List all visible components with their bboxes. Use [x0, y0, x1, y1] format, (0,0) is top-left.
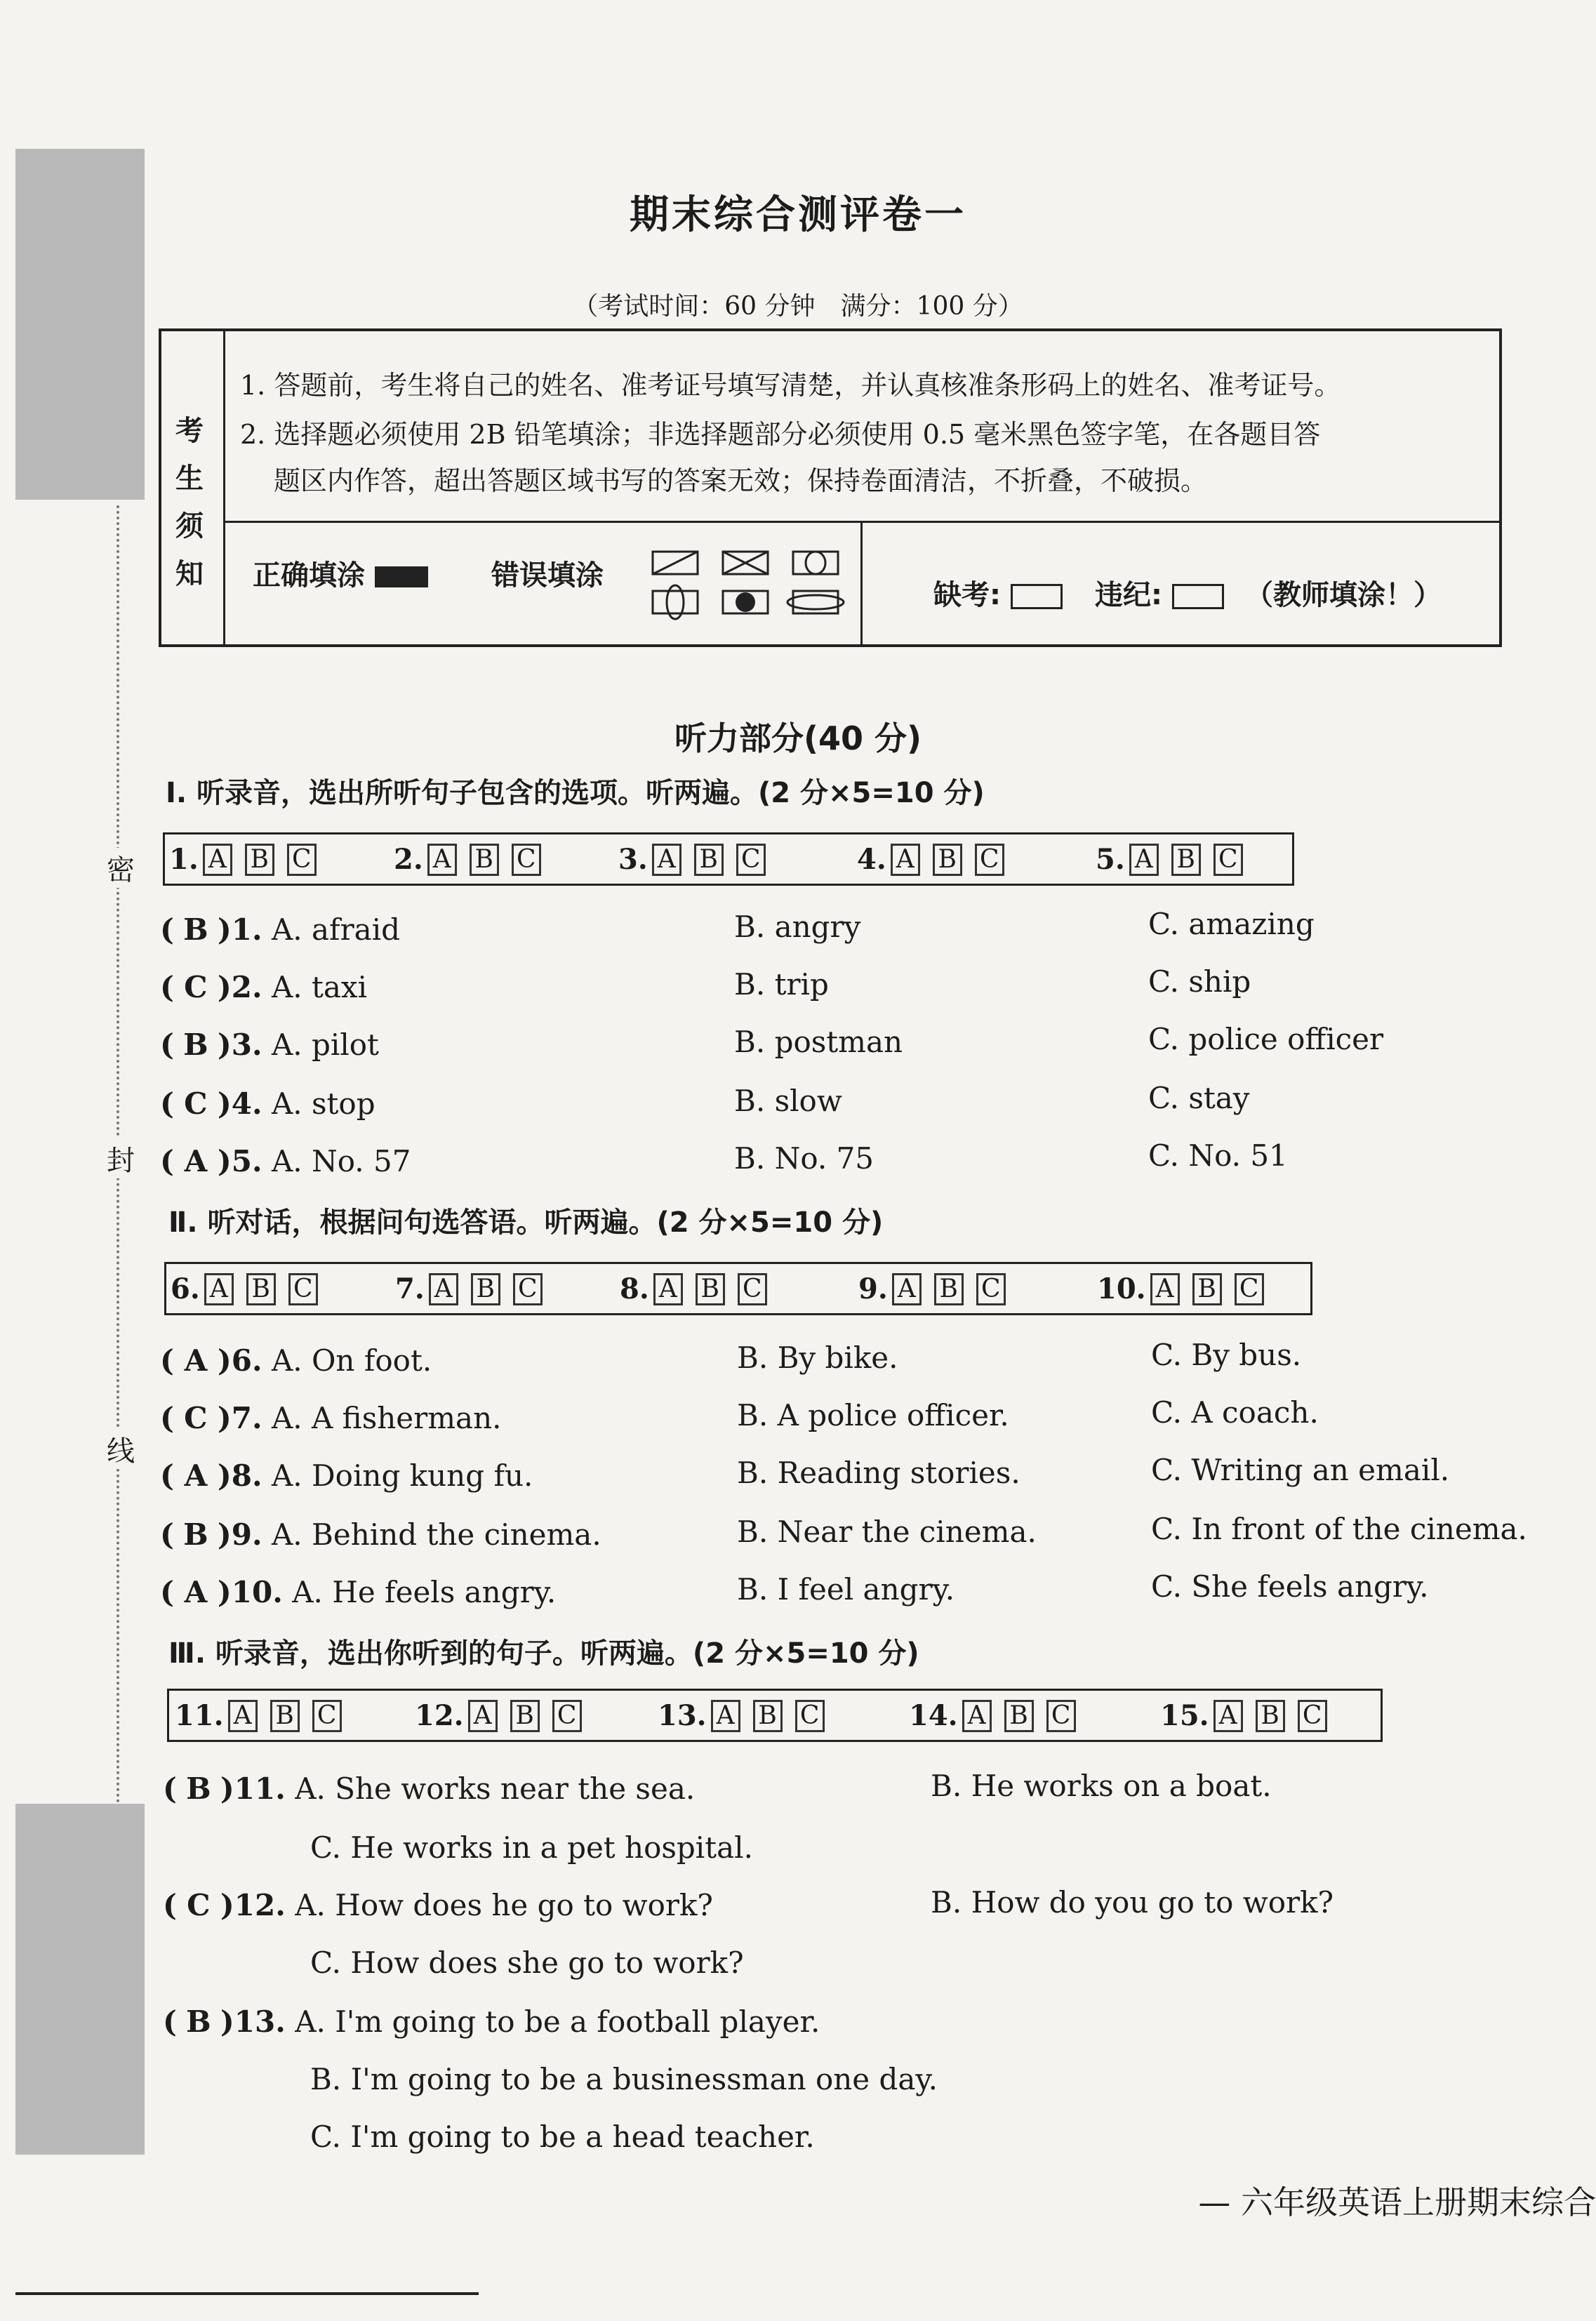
option-b: B. I'm going to be a businessman one day. [310, 2062, 938, 2096]
filled-mark-icon [375, 566, 428, 587]
violation-text: 违纪: [1095, 579, 1162, 611]
bubble-c[interactable]: C [1235, 1273, 1264, 1305]
question-3: ( B )3. A. pilot [160, 1028, 379, 1062]
margin-gray-block-bottom [15, 1804, 145, 2155]
bubble-b[interactable]: B [1192, 1273, 1222, 1305]
answer-mark: C [184, 970, 208, 1004]
option-c: C. stay [1148, 1081, 1250, 1115]
question-number: 4. [231, 1086, 262, 1121]
option-b: B. No. 75 [734, 1141, 875, 1176]
option-c: C. police officer [1148, 1022, 1384, 1056]
bubble-a[interactable]: A [711, 1700, 740, 1732]
bubble-a[interactable]: A [468, 1700, 498, 1732]
option-b: B. A police officer. [737, 1398, 1009, 1432]
option-a: A. taxi [271, 970, 368, 1004]
answer-group [1160, 1699, 1340, 1732]
answer-mark: B [186, 1771, 211, 1806]
option-a: A. No. 57 [271, 1144, 411, 1178]
answer-group [169, 843, 329, 876]
bubble-c[interactable]: C [512, 844, 541, 876]
bubble-c[interactable]: C [287, 844, 317, 876]
answer-mark: C [187, 1888, 211, 1922]
answer-group [171, 1272, 331, 1305]
bubble-b[interactable]: B [471, 1273, 500, 1305]
teacher-note: （教师填涂！） [1245, 579, 1442, 611]
wrong-fill-label: 错误填涂 [491, 559, 604, 592]
bubble-a[interactable]: A [203, 844, 232, 876]
answer-group [658, 1699, 837, 1732]
correct-fill-text: 正确填涂 [253, 559, 365, 592]
question-number: 10. [231, 1575, 283, 1609]
option-a: A. afraid [271, 912, 401, 947]
bubble-a[interactable]: A [653, 1273, 683, 1305]
answer-number: 12. [415, 1699, 464, 1732]
answer-mark: A [184, 1575, 208, 1609]
option-c: C. How does she go to work? [310, 1946, 744, 1980]
bubble-b[interactable]: B [696, 1273, 725, 1305]
option-c: C. ship [1148, 964, 1251, 999]
option-c: C. I'm going to be a head teacher. [310, 2120, 815, 2154]
answer-number: 4. [857, 843, 886, 876]
bubble-a[interactable]: A [427, 844, 457, 876]
answer-mark: C [184, 1401, 208, 1435]
option-b: B. I feel angry. [737, 1572, 955, 1607]
option-a: A. A fisherman. [271, 1401, 502, 1435]
option-c: C. He works in a pet hospital. [310, 1830, 753, 1865]
bubble-b[interactable]: B [1171, 844, 1201, 876]
absent-label [933, 573, 1063, 613]
bubble-c[interactable]: C [975, 844, 1004, 876]
answer-mark: A [184, 1343, 208, 1378]
bubble-b[interactable]: B [933, 844, 962, 876]
option-a: A. On foot. [271, 1343, 432, 1378]
notice-label-column [161, 331, 225, 644]
absent-checkbox[interactable] [1011, 584, 1063, 609]
question-7: ( C )7. A. A fisherman. [160, 1401, 502, 1435]
listening-section-title: 听力部分(40 分) [674, 719, 922, 757]
question-1: ( B )1. A. afraid [160, 912, 401, 947]
question-number: 6. [231, 1343, 262, 1378]
answer-group [909, 1699, 1089, 1732]
violation-checkbox[interactable] [1172, 584, 1224, 609]
wrong-fill-marks-icon [646, 547, 856, 625]
notice-label-char: 知 [175, 558, 204, 590]
page-title: 期末综合测评卷一 [630, 192, 966, 238]
bubble-c[interactable]: C [288, 1273, 318, 1305]
bubble-a[interactable]: A [429, 1273, 458, 1305]
option-a: A. He feels angry. [292, 1575, 557, 1609]
answer-number: 9. [858, 1272, 888, 1305]
notice-label-char: 考 [175, 415, 204, 447]
answer-group [858, 1272, 1018, 1305]
bubble-a[interactable]: A [892, 1273, 922, 1305]
notice-label-char: 生 [175, 463, 204, 495]
answer-mark: B [183, 1028, 208, 1062]
option-a: A. I'm going to be a football player. [295, 2004, 820, 2039]
option-c: C. A coach. [1151, 1395, 1319, 1430]
bubble-b[interactable]: B [753, 1700, 783, 1732]
option-a: A. stop [271, 1086, 375, 1121]
part-1-heading: Ⅰ. 听录音，选出所听句子包含的选项。听两遍。(2 分×5=10 分) [166, 777, 985, 809]
bubble-a[interactable]: A [1150, 1273, 1180, 1305]
answer-group [394, 843, 554, 876]
answer-sheet-row-1 [163, 832, 1294, 886]
question-number: 2. [231, 970, 262, 1004]
answer-sheet-row-2 [164, 1262, 1312, 1315]
option-b: B. Reading stories. [737, 1456, 1020, 1490]
margin-char-feng: 封 [107, 1138, 135, 1178]
notice-line-2: 2. 选择题必须使用 2B 铅笔填涂；非选择题部分必须使用 0.5 毫米黑色签字笔，在各题目答 [240, 419, 1321, 450]
question-number: 7. [231, 1401, 262, 1435]
bubble-c[interactable]: C [1213, 844, 1243, 876]
option-b: B. Near the cinema. [737, 1515, 1037, 1549]
bubble-a[interactable]: A [228, 1700, 258, 1732]
question-number: 9. [231, 1517, 262, 1552]
margin-char-xian: 线 [107, 1429, 135, 1469]
answer-mark: A [184, 1458, 208, 1493]
answer-mark: C [184, 1086, 208, 1121]
question-number: 1. [231, 912, 262, 947]
option-a: A. Doing kung fu. [271, 1458, 533, 1493]
option-a: A. How does he go to work? [295, 1888, 713, 1922]
option-b: B. postman [734, 1025, 903, 1059]
option-c: C. Writing an email. [1151, 1453, 1450, 1487]
question-10: ( A )10. A. He feels angry. [160, 1575, 557, 1609]
bubble-a[interactable]: A [962, 1700, 992, 1732]
bubble-c[interactable]: C [513, 1273, 543, 1305]
question-13: ( B )13. A. I'm going to be a football player. [163, 2004, 820, 2039]
answer-group [1097, 1272, 1277, 1305]
option-a: A. She works near the sea. [295, 1771, 696, 1806]
bubble-b[interactable]: B [510, 1700, 540, 1732]
question-number: 12. [234, 1888, 286, 1922]
question-number: 11. [234, 1771, 286, 1806]
option-b: B. He works on a boat. [931, 1769, 1272, 1803]
answer-number: 1. [169, 843, 199, 876]
question-number: 3. [231, 1028, 262, 1062]
option-b: B. slow [734, 1084, 842, 1118]
answer-group [620, 1272, 780, 1305]
answer-group [395, 1272, 555, 1305]
answer-number: 5. [1096, 843, 1125, 876]
option-b: B. trip [734, 967, 829, 1002]
bubble-a[interactable]: A [204, 1273, 234, 1305]
bubble-c[interactable]: C [795, 1700, 825, 1732]
option-c: C. She feels angry. [1151, 1569, 1429, 1604]
answer-mark: B [183, 912, 208, 947]
absent-text: 缺考: [933, 579, 1001, 611]
question-12: ( C )12. A. How does he go to work? [163, 1888, 713, 1922]
bubble-b[interactable]: B [245, 844, 274, 876]
option-c: C. In front of the cinema. [1151, 1512, 1527, 1546]
bubble-c[interactable]: C [312, 1700, 342, 1732]
answer-group [415, 1699, 594, 1732]
question-2: ( C )2. A. taxi [160, 970, 368, 1004]
bubble-a[interactable]: A [891, 844, 920, 876]
correct-fill-label [253, 553, 428, 593]
question-number: 8. [231, 1458, 262, 1493]
bubble-c[interactable]: C [976, 1273, 1006, 1305]
bubble-c[interactable]: C [1046, 1700, 1076, 1732]
option-b: B. angry [734, 910, 861, 944]
option-a: A. pilot [271, 1028, 379, 1062]
question-6: ( A )6. A. On foot. [160, 1343, 432, 1378]
answer-mark: B [186, 2004, 211, 2039]
answer-number: 3. [618, 843, 648, 876]
answer-number: 6. [171, 1272, 200, 1305]
option-b: B. How do you go to work? [931, 1885, 1334, 1920]
answer-group [857, 843, 1017, 876]
question-8: ( A )8. A. Doing kung fu. [160, 1458, 533, 1493]
question-11: ( B )11. A. She works near the sea. [163, 1771, 696, 1806]
page-footer: — 六年级英语上册期末综合 [1198, 2183, 1596, 2221]
bubble-c[interactable]: C [736, 844, 766, 876]
question-4: ( C )4. A. stop [160, 1086, 375, 1121]
violation-label [1095, 573, 1224, 613]
bottom-rule [15, 2292, 479, 2295]
bubble-c[interactable]: C [738, 1273, 767, 1305]
answer-number: 8. [620, 1272, 649, 1305]
answer-sheet-row-3 [167, 1689, 1383, 1742]
answer-number: 7. [395, 1272, 425, 1305]
bubble-a[interactable]: A [1129, 844, 1159, 876]
part-2-heading: Ⅱ. 听对话，根据问句选答语。听两遍。(2 分×5=10 分) [168, 1206, 884, 1239]
answer-number: 11. [175, 1699, 224, 1732]
answer-number: 10. [1097, 1272, 1146, 1305]
question-number: 5. [231, 1144, 262, 1178]
bubble-c[interactable]: C [1298, 1700, 1327, 1732]
option-a: A. Behind the cinema. [271, 1517, 601, 1552]
part-3-heading: Ⅲ. 听录音，选出你听到的句子。听两遍。(2 分×5=10 分) [168, 1637, 919, 1670]
answer-number: 2. [394, 843, 423, 876]
option-c: C. No. 51 [1148, 1138, 1288, 1173]
answer-mark: B [183, 1517, 208, 1552]
answer-mark: A [184, 1144, 208, 1178]
margin-char-mi: 密 [107, 848, 135, 888]
bubble-b[interactable]: B [934, 1273, 964, 1305]
bubble-b[interactable]: B [694, 844, 724, 876]
question-5: ( A )5. A. No. 57 [160, 1144, 411, 1178]
option-b: B. By bike. [737, 1341, 898, 1375]
answer-number: 13. [658, 1699, 707, 1732]
bubble-a[interactable]: A [652, 844, 681, 876]
bubble-a[interactable]: A [1213, 1700, 1243, 1732]
answer-group [175, 1699, 354, 1732]
exam-info: （考试时间：60 分钟 满分：100 分） [573, 292, 1023, 321]
option-c: C. amazing [1148, 907, 1315, 941]
bubble-b[interactable]: B [246, 1273, 276, 1305]
notice-divider-vertical [860, 521, 863, 644]
answer-group [618, 843, 778, 876]
answer-number: 14. [909, 1699, 958, 1732]
bubble-c[interactable]: C [552, 1700, 582, 1732]
bubble-b[interactable]: B [1004, 1700, 1034, 1732]
question-9: ( B )9. A. Behind the cinema. [160, 1517, 601, 1552]
answer-group [1096, 843, 1256, 876]
notice-line-3: 题区内作答，超出答题区域书写的答案无效；保持卷面清洁，不折叠，不破损。 [274, 465, 1208, 496]
option-c: C. By bus. [1151, 1338, 1302, 1372]
notice-box [159, 328, 1502, 647]
question-number: 13. [234, 2004, 286, 2039]
bubble-b[interactable]: B [1256, 1700, 1285, 1732]
bubble-b[interactable]: B [270, 1700, 300, 1732]
notice-label-char: 须 [175, 510, 204, 543]
answer-number: 15. [1160, 1699, 1209, 1732]
bubble-b[interactable]: B [470, 844, 499, 876]
notice-line-1: 1. 答题前，考生将自己的姓名、准考证号填写清楚，并认真核准条形码上的姓名、准考证号。 [240, 370, 1341, 401]
